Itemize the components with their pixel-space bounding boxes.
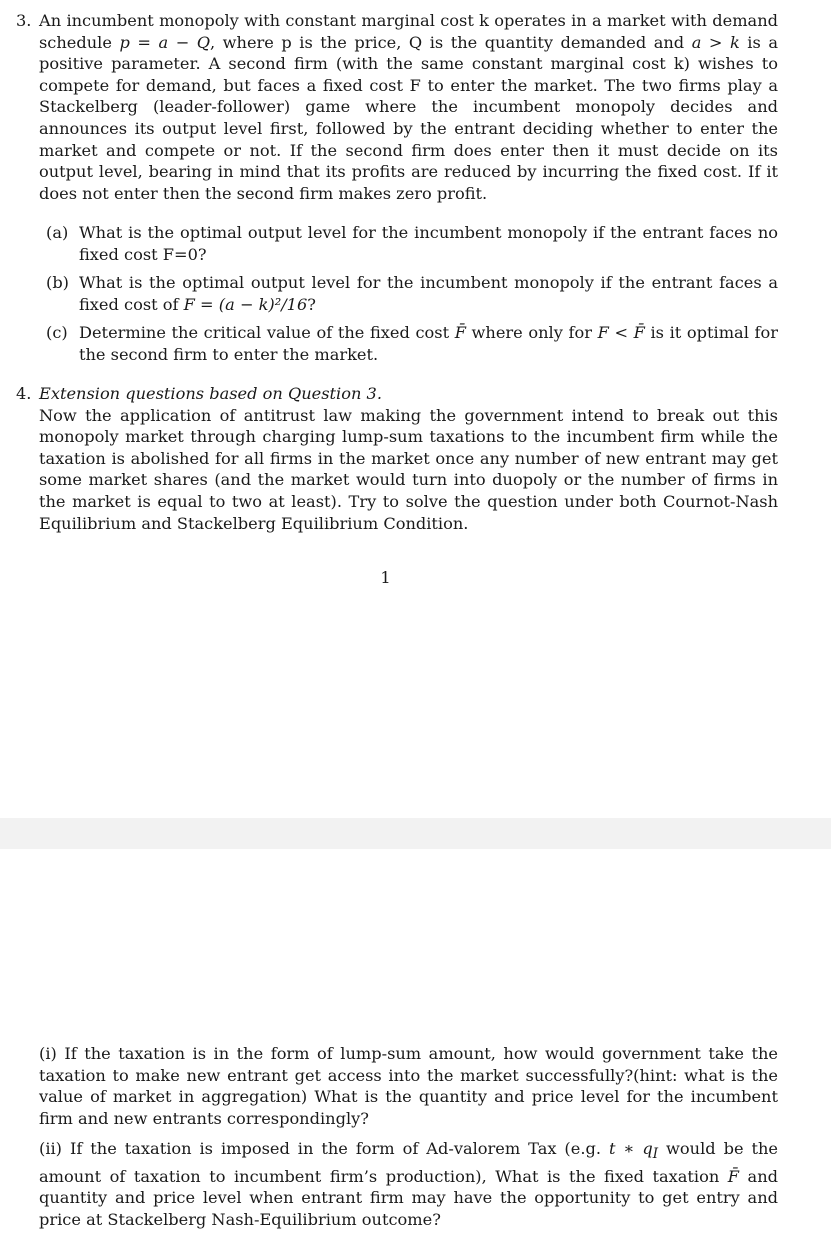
question-3a-label: (a) xyxy=(46,223,69,242)
question-3c xyxy=(46,322,778,365)
part-ii-text-1: (ii) If the taxation is imposed in the form of Ad-valorem Tax (e.g. xyxy=(39,1139,609,1158)
question-3c-text xyxy=(79,322,778,365)
page-number: 1 xyxy=(380,568,391,587)
question-3b-label: (b) xyxy=(46,273,69,292)
page-gap xyxy=(0,818,831,849)
parameter-condition: a > k xyxy=(691,32,740,52)
question-3c-label: (c) xyxy=(46,323,68,342)
ad-valorem-tax-expression: t ∗ q xyxy=(608,1139,653,1158)
question-4-text: Now the application of antitrust law making the government intend to break out this monopoly market through charging lump-sum taxations to the incumbent firm while the taxation is abolished for all firms in the market once any number of new entrant may get some market shares (and the market would turn into duopoly or the number of firms in the market is equal to two at least). Try to solve the question under both Cournot-Nash Equilibrium and Stackelberg Equilibrium Condition. xyxy=(39,405,778,533)
q3c-text-part-1: Determine the critical value of the fixed cost xyxy=(79,323,455,342)
q3b-text-part-1: What is the optimal output level for the incumbent monopoly if the entrant faces a fixed cost of xyxy=(79,273,778,314)
question-3a-text: What is the optimal output level for the incumbent monopoly if the entrant faces no fixed cost F=0? xyxy=(79,223,778,264)
q3-text-part-2: , where p is the price, Q is the quantity demanded and xyxy=(210,32,692,52)
fixed-taxation-symbol: F̄ xyxy=(727,1166,740,1186)
question-3-text xyxy=(39,10,778,204)
q3-text-part-3: is a positive parameter. A second firm (with the same constant marginal cost k) wishes to compete for demand, but faces a fixed cost F to enter the market. The two firms play a Stackelberg (leader-follower) game where the incumbent monopoly decides and announces its output level first, followed by the entrant deciding whether to enter the market and compete or not. If the second firm does enter then it must decide on its output level, bearing in mind that its profits are reduced by incurring the fixed cost. If it does not enter then the second firm makes zero profit. xyxy=(39,32,778,203)
entry-condition: F < F̄ xyxy=(597,323,645,342)
question-4-title: Extension questions based on Question 3. xyxy=(39,384,382,403)
question-3a xyxy=(46,222,778,265)
q3b-text-part-2: ? xyxy=(307,294,316,314)
question-3b xyxy=(46,272,778,315)
fixed-cost-expression: F = (a − k)²/16 xyxy=(183,294,308,314)
part-ii-text xyxy=(39,1138,778,1231)
q3c-text-part-3: is it optimal for the second firm to enter the market. xyxy=(79,323,778,364)
q3c-text-part-2: where only for xyxy=(465,323,598,342)
part-i-text: (i) If the taxation is in the form of lump-sum amount, how would government take the taxation to make new entrant get access into the market successfully?(hint: what is the value of market in aggregation) What is the quantity and price level for the incumbent firm and new entrants correspondingly? xyxy=(39,1044,778,1128)
incumbent-subscript: I xyxy=(652,1146,659,1163)
demand-equation: p = a − Q xyxy=(119,32,210,52)
question-3-number: 3. xyxy=(16,11,32,30)
part-ii-text-3: and quantity and price level when entrant firm may have the opportunity to get entry and price at Stackelberg Nash-Equilibrium outcome? xyxy=(39,1166,778,1230)
question-4-number: 4. xyxy=(16,384,32,403)
critical-fixed-cost-symbol: F̄ xyxy=(454,323,466,342)
question-3b-text xyxy=(79,272,778,315)
q3-text-part-1: An incumbent monopoly with constant marginal cost k operates in a market with demand schedule xyxy=(39,11,778,52)
question-4 xyxy=(16,383,778,534)
question-4-body xyxy=(39,383,778,534)
part-ii-text-2: would be the amount of taxation to incumbent firm’s production), What is the fixed taxation xyxy=(39,1139,778,1186)
question-3 xyxy=(16,10,778,204)
